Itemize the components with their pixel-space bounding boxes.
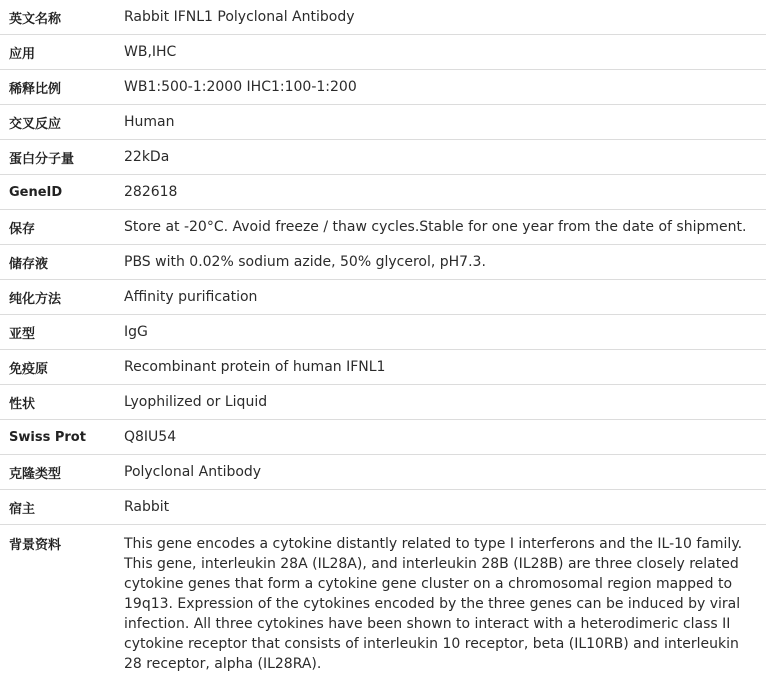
spec-value: PBS with 0.02% sodium azide, 50% glycerol, pH7.3. bbox=[124, 254, 486, 270]
spec-label: 克隆类型 bbox=[9, 466, 62, 482]
spec-row-gene-id bbox=[0, 175, 766, 210]
spec-value: Q8IU54 bbox=[124, 429, 177, 445]
spec-row-host bbox=[0, 490, 766, 525]
spec-value: Rabbit bbox=[124, 499, 170, 515]
spec-label: GeneID bbox=[9, 184, 63, 200]
spec-value: Human bbox=[124, 114, 175, 130]
spec-row-storage bbox=[0, 210, 766, 245]
spec-value: WB1:500-1:2000 IHC1:100-1:200 bbox=[124, 79, 357, 95]
spec-label: 蛋白分子量 bbox=[9, 151, 75, 167]
spec-row-molecular-weight bbox=[0, 140, 766, 175]
spec-label: 交叉反应 bbox=[9, 116, 62, 132]
spec-row-application bbox=[0, 35, 766, 70]
spec-row-english-name bbox=[0, 0, 766, 35]
spec-label: 性状 bbox=[9, 396, 36, 412]
spec-row-swiss-prot bbox=[0, 420, 766, 455]
spec-value: Recombinant protein of human IFNL1 bbox=[124, 359, 386, 375]
spec-label: 亚型 bbox=[9, 326, 36, 342]
spec-value: Affinity purification bbox=[124, 289, 258, 305]
spec-label: 保存 bbox=[9, 221, 36, 237]
spec-row-clonality bbox=[0, 455, 766, 490]
spec-value: Lyophilized or Liquid bbox=[124, 394, 268, 410]
spec-row-buffer bbox=[0, 245, 766, 280]
spec-label: Swiss Prot bbox=[9, 429, 86, 445]
spec-row-purification bbox=[0, 280, 766, 315]
spec-row-isotype bbox=[0, 315, 766, 350]
spec-label: 免疫原 bbox=[9, 361, 49, 377]
background-description: This gene encodes a cytokine distantly related to type I interferons and the IL-10 family. This gene, interleukin 28A (IL28A), and interleukin 28B (IL28B) are three closely related cytokine genes that form a cytokine gene cluster on a chromosomal region mapped to 19q13. Expression of the cytokines encoded by the three genes can be induced by viral infection. All three cytokines have been shown to interact with a heterodimeric class II cytokine receptor that consists of interleukin 10 receptor, beta (IL10RB) and interleukin 28 receptor, alpha (IL28RA). bbox=[124, 536, 743, 672]
spec-value: 22kDa bbox=[124, 149, 170, 165]
spec-value: Polyclonal Antibody bbox=[124, 464, 262, 480]
spec-row-dilution bbox=[0, 70, 766, 105]
spec-row-form bbox=[0, 385, 766, 420]
spec-label: 宿主 bbox=[9, 501, 36, 517]
spec-row-reactivity bbox=[0, 105, 766, 140]
spec-label: 应用 bbox=[9, 46, 36, 62]
spec-label: 储存液 bbox=[9, 256, 49, 272]
spec-row-immunogen bbox=[0, 350, 766, 385]
spec-value: IgG bbox=[124, 324, 148, 340]
spec-label: 稀释比例 bbox=[9, 81, 62, 97]
spec-label: 背景资料 bbox=[9, 538, 62, 553]
spec-value: 282618 bbox=[124, 184, 178, 200]
spec-label: 纯化方法 bbox=[9, 291, 62, 307]
spec-label: 英文名称 bbox=[9, 11, 62, 27]
spec-value: Rabbit IFNL1 Polyclonal Antibody bbox=[124, 9, 355, 25]
spec-row-background bbox=[0, 525, 766, 675]
spec-value: Store at -20°C. Avoid freeze / thaw cycles.Stable for one year from the date of shipment. bbox=[124, 219, 747, 235]
spec-value: WB,IHC bbox=[124, 44, 177, 60]
